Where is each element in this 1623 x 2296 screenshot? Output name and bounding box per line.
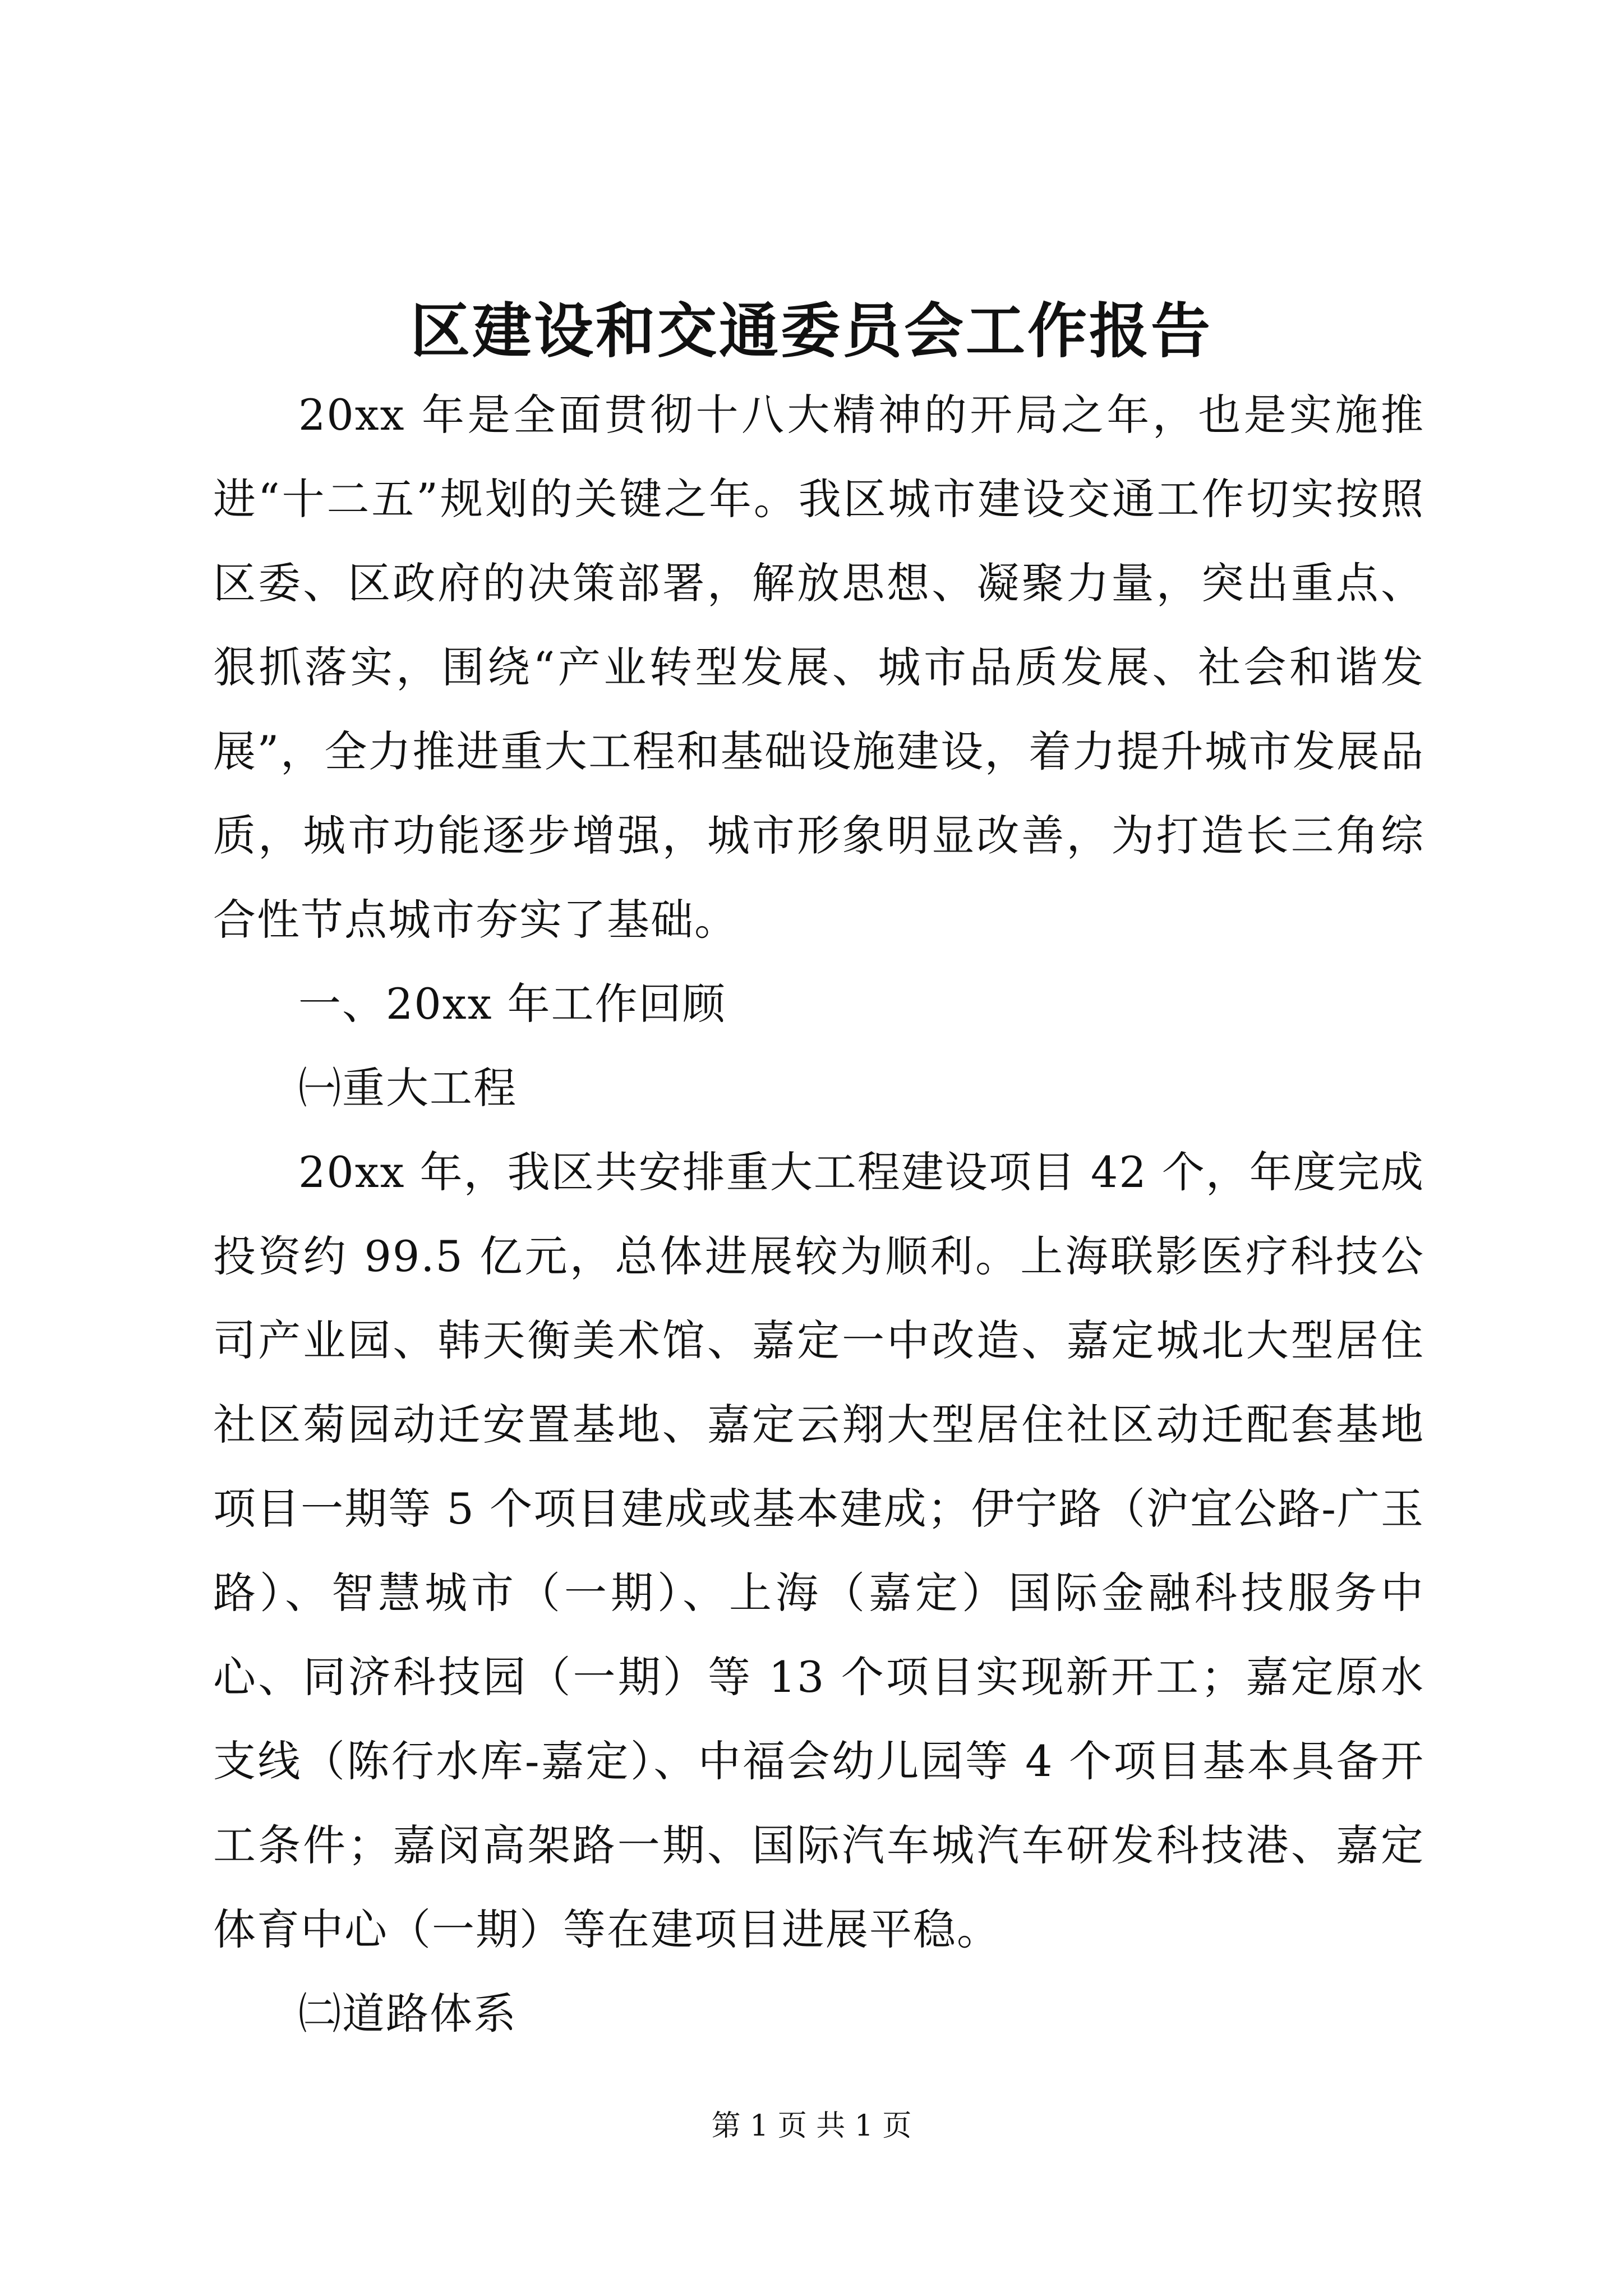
subsection-heading-major-projects: ㈠重大工程 bbox=[298, 1063, 517, 1113]
intro-paragraph: 20xx 年是全面贯彻十八大精神的开局之年，也是实施推进“十二五”规划的关键之年。我区城市建设交通工作切实按照区委、区政府的决策部署，解放思想、凝聚力量，突出重点、狠抓落实，围绕“产业转型发展、城市品质发展、社会和谐发展”，全力推进重大工程和基础设施建设，着力提升城市发展品质，城市功能逐步增强，城市形象明显改善，为打造长三角综合性节点城市夯实了基础。 bbox=[213, 390, 1424, 945]
section-heading: 一、20xx 年工作回顾 bbox=[298, 979, 726, 1029]
major-projects-paragraph: 20xx 年，我区共安排重大工程建设项目 42 个，年度完成投资约 99.5 亿元，总体进展较为顺利。上海联影医疗科技公司产业园、韩天衡美术馆、嘉定一中改造、嘉定城北大型居住社区菊园动迁安置基地、嘉定云翔大型居住社区动迁配套基地项目一期等 5 个项目建成或基本建成；伊宁路（沪宜公路-广玉路）、智慧城市（一期）、上海（嘉定）国际金融科技服务中心、同济科技园（一期）等 13 个项目实现新开工；嘉定原水支线（陈行水库-嘉定）、中福会幼儿园等 4 个项目基本具备开工条件；嘉闵高架路一期、国际汽车城汽车研发科技港、嘉定体育中心（一期）等在建项目进展平稳。 bbox=[213, 1147, 1424, 1954]
document-body bbox=[213, 373, 1424, 2056]
page-footer: 第 1 页 共 1 页 bbox=[711, 2109, 912, 2143]
document-title: 区建设和交通委员会工作报告 bbox=[411, 296, 1212, 366]
subsection-heading-road-system: ㈡道路体系 bbox=[298, 1989, 517, 2039]
